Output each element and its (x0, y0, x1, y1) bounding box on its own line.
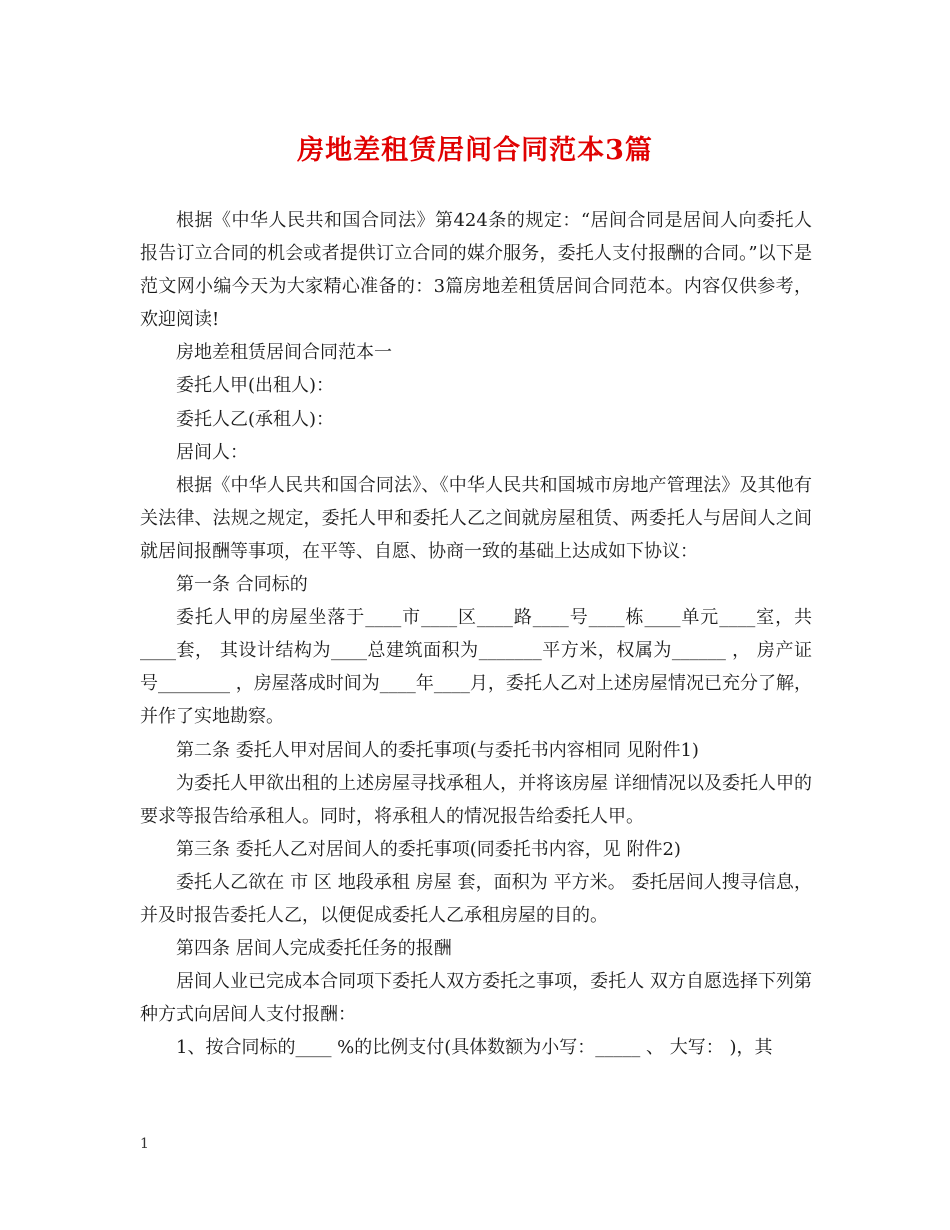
document-title: 房地差租赁居间合同范本3篇 (297, 135, 653, 166)
paragraph-contract-one-heading: 房地差租赁居间合同范本一 (176, 342, 392, 364)
paragraph-article-4-body: 居间人业已完成本合同项下委托人双方委托之事项，委托人 双方自愿选择下列第 种方式向居间人支付报酬： (140, 971, 812, 1026)
paragraph-article-2-body: 为委托人甲欲出租的上述房屋寻找承租人，并将该房屋 详细情况以及委托人甲的要求等报告给承租人。同时，将承租人的情况报告给委托人甲。 (140, 772, 812, 827)
paragraph-payment-option-1: 1、按合同标的____ %的比例支付(具体数额为小写：_____ 、 大写： )，其 (176, 1037, 773, 1059)
page-number: 1 (140, 1136, 149, 1152)
paragraph-article-3-body: 委托人乙欲在 市 区 地段承租 房屋 套，面积为 平方米。 委托居间人搜寻信息，并及时报告委托人乙，以便促成委托人乙承租房屋的目的。 (140, 871, 812, 926)
paragraph-article-3-heading: 第三条 委托人乙对居间人的委托事项(同委托书内容，见 附件2) (176, 838, 681, 860)
paragraph-party-b: 委托人乙(承租人)： (176, 408, 335, 430)
paragraph-party-a: 委托人甲(出租人)： (176, 375, 335, 397)
paragraph-article-2-heading: 第二条 委托人甲对居间人的委托事项(与委托书内容相同 见附件1) (176, 739, 699, 761)
paragraph-article-1-heading: 第一条 合同标的 (176, 574, 308, 596)
document-body (140, 204, 812, 1064)
paragraph-article-4-heading: 第四条 居间人完成委托任务的报酬 (176, 938, 452, 960)
paragraph-intermediary: 居间人： (176, 441, 248, 463)
paragraph-basis: 根据《中华人民共和国合同法》、《中华人民共和国城市房地产管理法》及其他有关法律、法规之规定，委托人甲和委托人乙之间就房屋租赁、两委托人与居间人之间就居间报酬等事项，在平等、自愿、协商一致的基础上达成如下协议： (140, 474, 812, 562)
paragraph-article-1-body: 委托人甲的房屋坐落于____市____区____路____号____栋____单元____室，共____套， 其设计结构为____总建筑面积为_______平方米，权属为______ ， 房产证号________ ，房屋落成时间为____年____月，委托人乙对上述房屋情况已充分了解，并作了实地勘察。 (140, 607, 812, 728)
paragraph-intro: 根据《中华人民共和国合同法》第424条的规定：“居间合同是居间人向委托人报告订立合同的机会或者提供订立合同的媒介服务，委托人支付报酬的合同。”以下是范文网小编今天为大家精心准备的：3篇房地差租赁居间合同范本。内容仅供参考，欢迎阅读! (140, 210, 812, 331)
